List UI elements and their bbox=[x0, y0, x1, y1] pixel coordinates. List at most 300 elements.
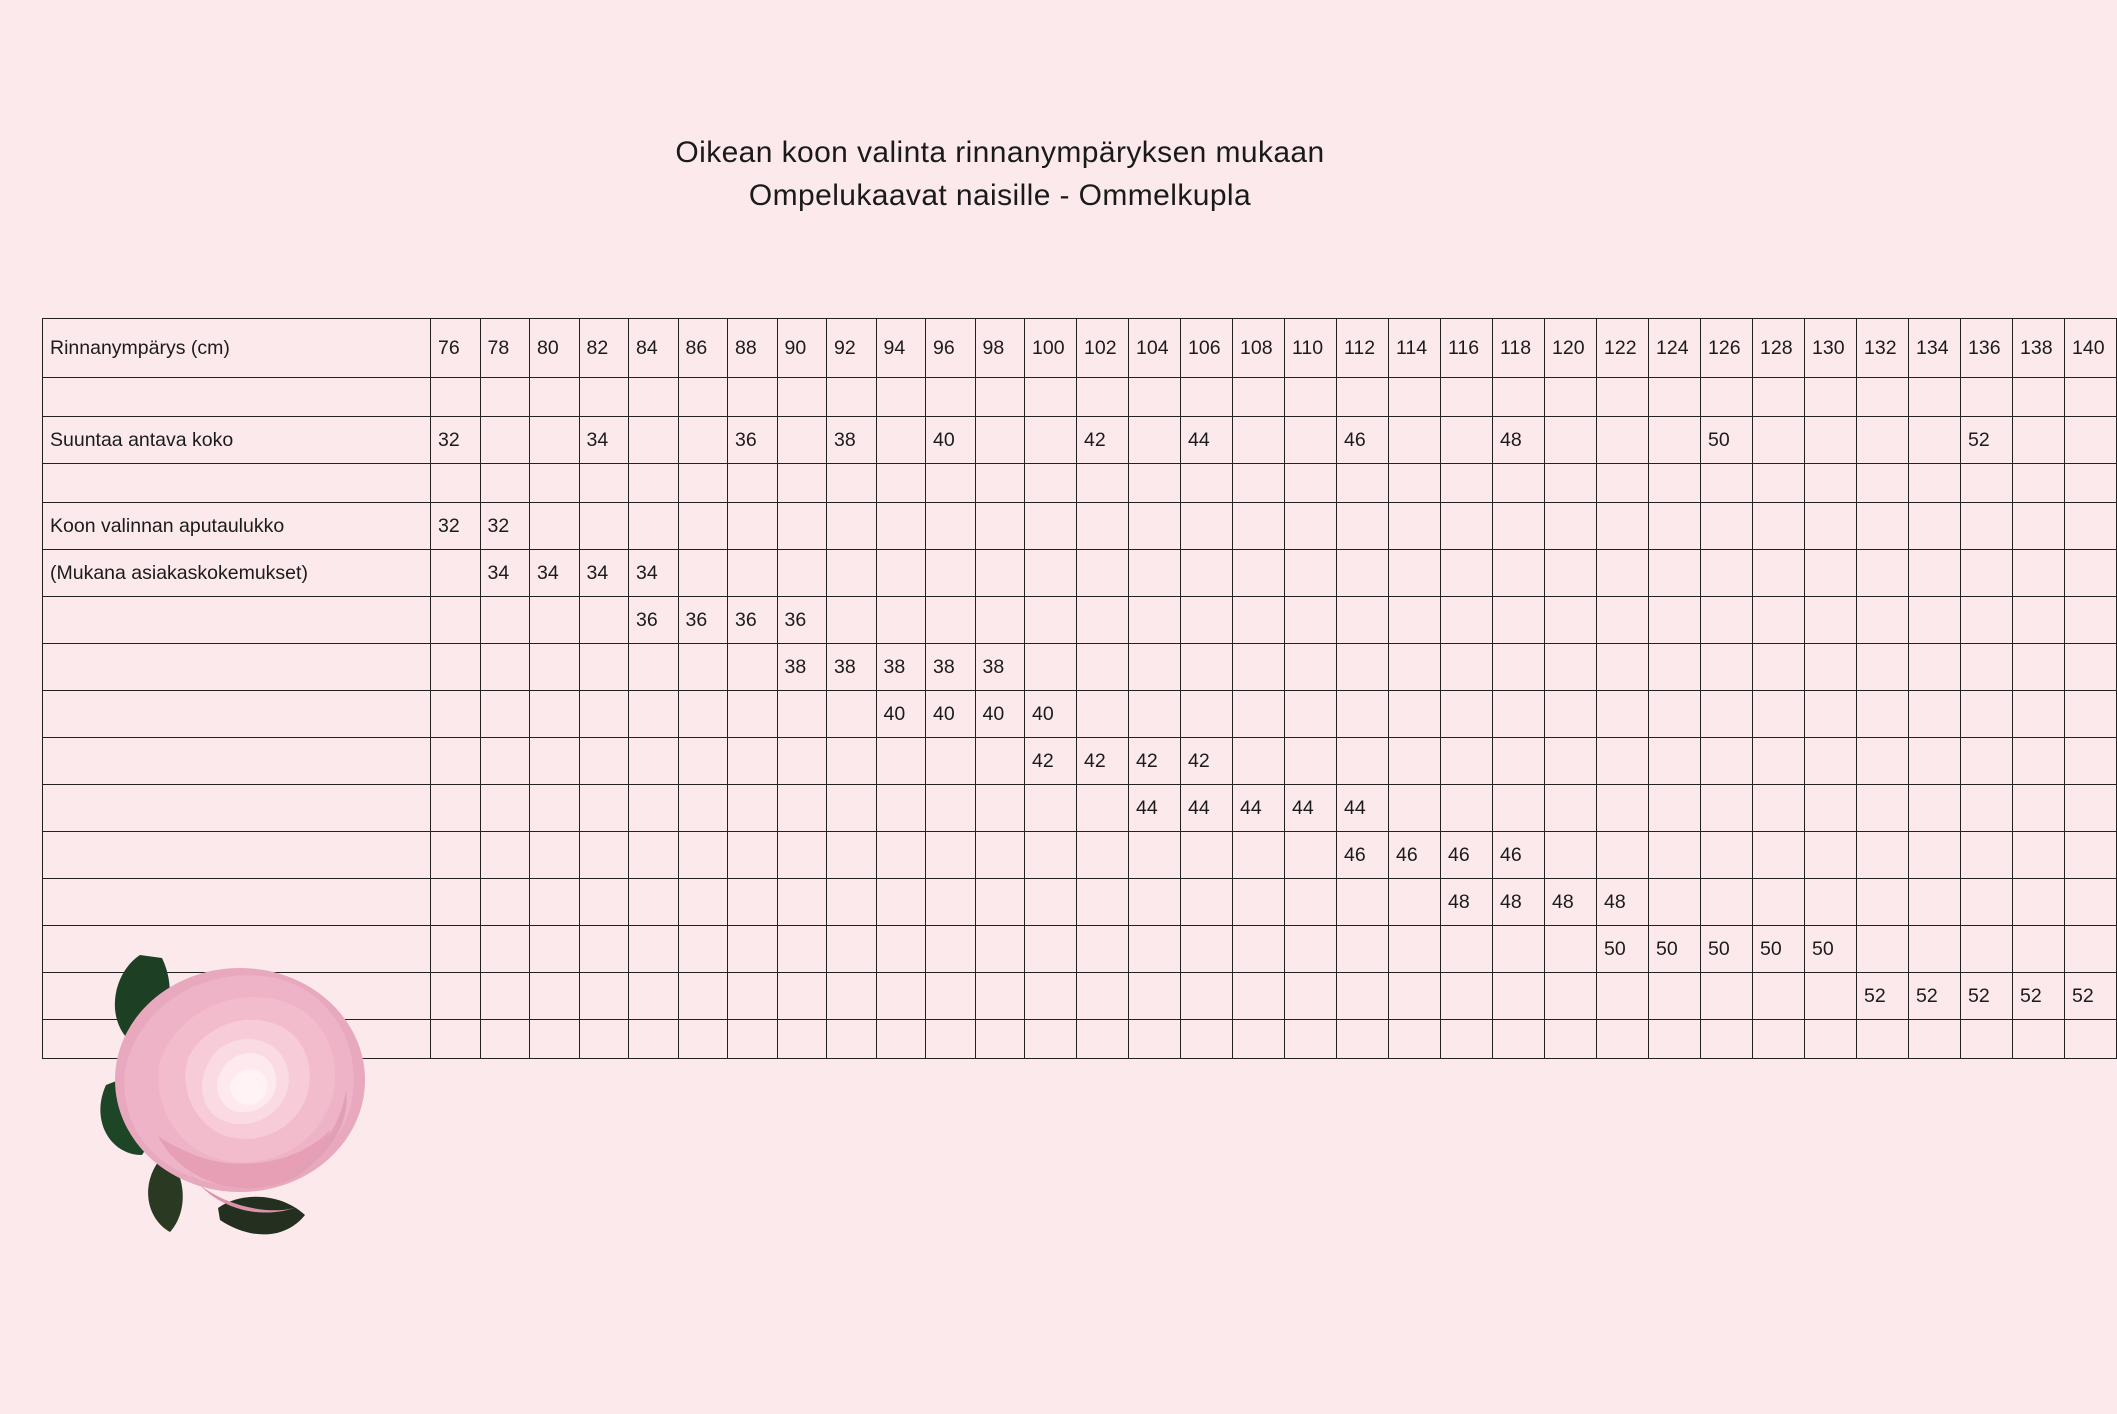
table-cell bbox=[1441, 785, 1493, 832]
table-cell bbox=[1701, 1020, 1753, 1059]
table-cell bbox=[530, 464, 580, 503]
table-cell bbox=[530, 738, 580, 785]
table-cell bbox=[777, 926, 827, 973]
table-cell bbox=[777, 550, 827, 597]
table-cell bbox=[1441, 464, 1493, 503]
table-cell bbox=[1753, 417, 1805, 464]
table-cell bbox=[530, 597, 580, 644]
table-cell bbox=[1285, 832, 1337, 879]
table-cell: 40 bbox=[876, 691, 926, 738]
table-cell bbox=[1961, 550, 2013, 597]
table-cell: 100 bbox=[1025, 319, 1077, 378]
table-cell bbox=[1181, 550, 1233, 597]
table-cell: 84 bbox=[629, 319, 679, 378]
table-cell bbox=[975, 785, 1025, 832]
table-row bbox=[43, 1020, 2117, 1059]
table-cell: 34 bbox=[480, 550, 530, 597]
row-label bbox=[43, 691, 431, 738]
table-cell bbox=[2013, 503, 2065, 550]
table-cell bbox=[975, 503, 1025, 550]
table-cell bbox=[1493, 926, 1545, 973]
table-cell bbox=[1961, 926, 2013, 973]
table-cell bbox=[827, 832, 877, 879]
row-label bbox=[43, 1020, 431, 1059]
table-cell: 36 bbox=[678, 597, 728, 644]
table-cell bbox=[1545, 785, 1597, 832]
table-cell bbox=[678, 1020, 728, 1059]
table-cell bbox=[1337, 550, 1389, 597]
table-cell bbox=[1961, 832, 2013, 879]
table-cell bbox=[579, 503, 629, 550]
table-cell bbox=[827, 597, 877, 644]
table-cell bbox=[975, 464, 1025, 503]
table-cell bbox=[629, 644, 679, 691]
table-cell bbox=[1077, 503, 1129, 550]
table-cell: 52 bbox=[1961, 417, 2013, 464]
table-cell bbox=[777, 973, 827, 1020]
table-cell bbox=[975, 417, 1025, 464]
table-cell bbox=[1129, 550, 1181, 597]
table-cell bbox=[1649, 973, 1701, 1020]
table-cell: 38 bbox=[975, 644, 1025, 691]
table-cell bbox=[1649, 597, 1701, 644]
table-cell bbox=[1441, 926, 1493, 973]
table-cell: 36 bbox=[629, 597, 679, 644]
table-cell bbox=[1649, 738, 1701, 785]
table-cell bbox=[1805, 464, 1857, 503]
table-cell: 132 bbox=[1857, 319, 1909, 378]
table-cell bbox=[1545, 738, 1597, 785]
size-chart-table bbox=[42, 318, 2117, 1059]
table-cell bbox=[1753, 879, 1805, 926]
table-cell bbox=[1909, 464, 1961, 503]
table-cell bbox=[777, 691, 827, 738]
table-cell bbox=[876, 597, 926, 644]
table-cell bbox=[1337, 926, 1389, 973]
table-cell bbox=[579, 597, 629, 644]
table-cell bbox=[480, 417, 530, 464]
table-cell bbox=[926, 550, 976, 597]
table-cell: 110 bbox=[1285, 319, 1337, 378]
table-cell bbox=[1389, 785, 1441, 832]
table-cell bbox=[1441, 644, 1493, 691]
table-cell bbox=[2065, 926, 2117, 973]
table-row bbox=[43, 550, 2117, 597]
table-cell bbox=[1077, 973, 1129, 1020]
table-cell: 96 bbox=[926, 319, 976, 378]
table-cell bbox=[2065, 1020, 2117, 1059]
table-cell bbox=[1389, 738, 1441, 785]
table-cell bbox=[1805, 503, 1857, 550]
table-cell bbox=[2013, 1020, 2065, 1059]
table-cell: 116 bbox=[1441, 319, 1493, 378]
table-cell: 52 bbox=[2065, 973, 2117, 1020]
table-cell: 104 bbox=[1129, 319, 1181, 378]
table-cell bbox=[678, 738, 728, 785]
table-cell: 88 bbox=[728, 319, 778, 378]
table-cell bbox=[1077, 597, 1129, 644]
table-cell bbox=[2013, 879, 2065, 926]
table-cell bbox=[1909, 738, 1961, 785]
table-cell bbox=[1129, 691, 1181, 738]
table-cell bbox=[480, 691, 530, 738]
table-cell bbox=[2013, 417, 2065, 464]
table-cell bbox=[678, 926, 728, 973]
table-cell: 44 bbox=[1129, 785, 1181, 832]
table-cell bbox=[1389, 691, 1441, 738]
table-cell bbox=[1025, 503, 1077, 550]
table-cell bbox=[2013, 597, 2065, 644]
table-cell bbox=[2065, 879, 2117, 926]
table-cell bbox=[1805, 879, 1857, 926]
table-cell bbox=[728, 1020, 778, 1059]
table-cell bbox=[530, 879, 580, 926]
table-cell: 134 bbox=[1909, 319, 1961, 378]
table-row bbox=[43, 597, 2117, 644]
table-cell bbox=[728, 926, 778, 973]
table-cell bbox=[431, 1020, 481, 1059]
table-cell: 36 bbox=[777, 597, 827, 644]
table-cell bbox=[431, 926, 481, 973]
table-cell bbox=[728, 550, 778, 597]
table-cell bbox=[579, 785, 629, 832]
table-cell bbox=[1389, 644, 1441, 691]
table-cell bbox=[579, 738, 629, 785]
table-cell bbox=[1545, 832, 1597, 879]
table-cell bbox=[1857, 597, 1909, 644]
table-cell bbox=[629, 464, 679, 503]
table-cell: 42 bbox=[1025, 738, 1077, 785]
table-cell bbox=[876, 464, 926, 503]
table-cell bbox=[2065, 464, 2117, 503]
table-cell bbox=[530, 973, 580, 1020]
table-cell bbox=[1857, 832, 1909, 879]
table-cell bbox=[1649, 417, 1701, 464]
table-cell bbox=[827, 550, 877, 597]
table-cell bbox=[2013, 832, 2065, 879]
table-cell bbox=[1129, 597, 1181, 644]
table-cell bbox=[1701, 691, 1753, 738]
table-cell bbox=[1909, 378, 1961, 417]
table-cell bbox=[1649, 832, 1701, 879]
table-cell bbox=[1961, 464, 2013, 503]
table-cell: 38 bbox=[827, 417, 877, 464]
table-cell bbox=[579, 464, 629, 503]
table-cell: 128 bbox=[1753, 319, 1805, 378]
table-cell: 86 bbox=[678, 319, 728, 378]
table-cell bbox=[1337, 597, 1389, 644]
table-cell bbox=[1077, 785, 1129, 832]
table-cell bbox=[1389, 417, 1441, 464]
table-cell bbox=[777, 417, 827, 464]
table-cell bbox=[1649, 1020, 1701, 1059]
table-cell: 38 bbox=[827, 644, 877, 691]
table-cell bbox=[1753, 644, 1805, 691]
table-cell bbox=[926, 926, 976, 973]
table-cell bbox=[1233, 738, 1285, 785]
table-cell bbox=[1233, 503, 1285, 550]
row-label: Koon valinnan aputaulukko bbox=[43, 503, 431, 550]
table-cell bbox=[1753, 785, 1805, 832]
table-cell bbox=[678, 464, 728, 503]
table-cell bbox=[678, 644, 728, 691]
table-cell: 32 bbox=[480, 503, 530, 550]
table-cell bbox=[629, 832, 679, 879]
table-cell bbox=[1857, 378, 1909, 417]
table-cell bbox=[1129, 503, 1181, 550]
table-cell bbox=[1701, 597, 1753, 644]
table-cell bbox=[1025, 644, 1077, 691]
table-cell bbox=[1129, 879, 1181, 926]
table-cell bbox=[827, 738, 877, 785]
table-cell bbox=[827, 691, 877, 738]
table-cell: 50 bbox=[1649, 926, 1701, 973]
size-chart-body bbox=[43, 319, 2117, 1059]
table-cell bbox=[1025, 879, 1077, 926]
table-cell bbox=[1701, 832, 1753, 879]
table-cell bbox=[1441, 503, 1493, 550]
table-cell bbox=[876, 378, 926, 417]
table-cell bbox=[1857, 785, 1909, 832]
table-cell bbox=[2065, 832, 2117, 879]
table-cell bbox=[1181, 832, 1233, 879]
table-cell bbox=[1077, 378, 1129, 417]
table-cell bbox=[431, 879, 481, 926]
table-cell bbox=[1493, 1020, 1545, 1059]
table-cell bbox=[1233, 644, 1285, 691]
table-cell bbox=[1285, 597, 1337, 644]
table-cell bbox=[1961, 503, 2013, 550]
table-cell bbox=[1233, 378, 1285, 417]
table-cell bbox=[1441, 1020, 1493, 1059]
table-cell: 32 bbox=[431, 417, 481, 464]
table-cell: 118 bbox=[1493, 319, 1545, 378]
table-cell bbox=[1285, 973, 1337, 1020]
table-cell bbox=[777, 1020, 827, 1059]
table-cell bbox=[1961, 691, 2013, 738]
table-cell bbox=[1389, 550, 1441, 597]
table-cell: 48 bbox=[1597, 879, 1649, 926]
table-cell bbox=[1337, 691, 1389, 738]
table-cell bbox=[975, 1020, 1025, 1059]
table-cell bbox=[1649, 503, 1701, 550]
table-cell bbox=[1233, 550, 1285, 597]
table-cell bbox=[728, 691, 778, 738]
table-cell bbox=[777, 464, 827, 503]
table-cell bbox=[926, 464, 976, 503]
table-cell bbox=[1337, 973, 1389, 1020]
table-cell bbox=[728, 503, 778, 550]
table-cell bbox=[1909, 926, 1961, 973]
table-cell bbox=[1753, 597, 1805, 644]
table-cell bbox=[1389, 879, 1441, 926]
table-cell bbox=[1233, 1020, 1285, 1059]
table-row bbox=[43, 879, 2117, 926]
table-cell bbox=[1129, 832, 1181, 879]
table-cell bbox=[1805, 973, 1857, 1020]
table-cell bbox=[1129, 464, 1181, 503]
table-cell bbox=[1961, 378, 2013, 417]
table-cell bbox=[1025, 785, 1077, 832]
table-cell bbox=[480, 464, 530, 503]
table-cell bbox=[1597, 738, 1649, 785]
table-cell bbox=[1337, 378, 1389, 417]
row-label bbox=[43, 785, 431, 832]
table-cell bbox=[1805, 1020, 1857, 1059]
table-cell bbox=[1441, 691, 1493, 738]
table-cell bbox=[1181, 691, 1233, 738]
table-cell bbox=[579, 691, 629, 738]
table-cell bbox=[1597, 644, 1649, 691]
table-cell bbox=[1181, 973, 1233, 1020]
table-cell bbox=[1181, 378, 1233, 417]
table-cell bbox=[1753, 973, 1805, 1020]
table-cell bbox=[1597, 785, 1649, 832]
table-cell bbox=[1285, 464, 1337, 503]
table-cell bbox=[1285, 691, 1337, 738]
table-cell bbox=[827, 464, 877, 503]
table-cell bbox=[728, 973, 778, 1020]
table-cell bbox=[579, 1020, 629, 1059]
table-cell: 32 bbox=[431, 503, 481, 550]
table-row bbox=[43, 973, 2117, 1020]
table-cell: 120 bbox=[1545, 319, 1597, 378]
table-cell bbox=[926, 597, 976, 644]
table-cell bbox=[2013, 738, 2065, 785]
table-cell bbox=[579, 644, 629, 691]
table-cell bbox=[1181, 879, 1233, 926]
table-cell bbox=[480, 926, 530, 973]
table-cell bbox=[1181, 1020, 1233, 1059]
table-cell bbox=[1077, 644, 1129, 691]
table-cell bbox=[1389, 973, 1441, 1020]
table-cell bbox=[2013, 691, 2065, 738]
table-cell: 36 bbox=[728, 597, 778, 644]
table-cell bbox=[1025, 1020, 1077, 1059]
table-cell bbox=[728, 832, 778, 879]
table-cell bbox=[1701, 464, 1753, 503]
table-cell: 82 bbox=[579, 319, 629, 378]
table-cell bbox=[1805, 550, 1857, 597]
table-cell bbox=[431, 832, 481, 879]
table-cell bbox=[926, 1020, 976, 1059]
table-cell bbox=[975, 597, 1025, 644]
page-title-line-2: Ompelukaavat naisille - Ommelkupla bbox=[748, 178, 1252, 212]
table-cell bbox=[480, 378, 530, 417]
table-cell: 98 bbox=[975, 319, 1025, 378]
table-cell bbox=[975, 550, 1025, 597]
table-cell bbox=[1909, 832, 1961, 879]
table-row bbox=[43, 691, 2117, 738]
table-cell bbox=[827, 1020, 877, 1059]
table-cell bbox=[629, 973, 679, 1020]
table-cell bbox=[926, 503, 976, 550]
table-cell bbox=[2013, 464, 2065, 503]
table-cell bbox=[480, 785, 530, 832]
table-cell bbox=[1909, 550, 1961, 597]
table-cell bbox=[1337, 1020, 1389, 1059]
table-cell bbox=[926, 973, 976, 1020]
table-cell bbox=[1493, 644, 1545, 691]
table-cell bbox=[1857, 550, 1909, 597]
table-cell bbox=[1493, 550, 1545, 597]
table-cell bbox=[629, 503, 679, 550]
table-cell: 46 bbox=[1337, 832, 1389, 879]
table-cell bbox=[2013, 644, 2065, 691]
table-cell: 46 bbox=[1441, 832, 1493, 879]
table-cell bbox=[678, 378, 728, 417]
table-cell: 38 bbox=[777, 644, 827, 691]
table-cell bbox=[1701, 738, 1753, 785]
table-cell bbox=[1753, 464, 1805, 503]
table-cell bbox=[1545, 597, 1597, 644]
table-cell: 34 bbox=[579, 550, 629, 597]
table-cell bbox=[1545, 464, 1597, 503]
table-row bbox=[43, 378, 2117, 417]
table-cell bbox=[2065, 550, 2117, 597]
table-cell: 42 bbox=[1077, 417, 1129, 464]
table-cell bbox=[1285, 378, 1337, 417]
table-cell: 112 bbox=[1337, 319, 1389, 378]
table-cell bbox=[1753, 832, 1805, 879]
table-cell bbox=[480, 738, 530, 785]
table-cell bbox=[777, 832, 827, 879]
row-label bbox=[43, 738, 431, 785]
table-cell: 136 bbox=[1961, 319, 2013, 378]
table-cell bbox=[1545, 503, 1597, 550]
table-cell bbox=[975, 832, 1025, 879]
table-cell bbox=[1389, 464, 1441, 503]
table-cell bbox=[1389, 503, 1441, 550]
table-cell bbox=[2065, 597, 2117, 644]
table-cell bbox=[1129, 644, 1181, 691]
table-cell bbox=[1129, 417, 1181, 464]
table-row bbox=[43, 832, 2117, 879]
table-cell: 108 bbox=[1233, 319, 1285, 378]
table-cell bbox=[1233, 879, 1285, 926]
table-cell bbox=[728, 464, 778, 503]
table-cell: 44 bbox=[1181, 417, 1233, 464]
table-cell bbox=[1649, 464, 1701, 503]
table-cell bbox=[579, 378, 629, 417]
table-cell bbox=[1961, 879, 2013, 926]
table-cell bbox=[2065, 644, 2117, 691]
table-cell bbox=[1233, 464, 1285, 503]
table-cell bbox=[480, 597, 530, 644]
table-cell bbox=[530, 417, 580, 464]
table-cell bbox=[728, 785, 778, 832]
table-cell: 50 bbox=[1805, 926, 1857, 973]
table-cell bbox=[1025, 832, 1077, 879]
table-cell bbox=[1597, 597, 1649, 644]
table-cell: 42 bbox=[1077, 738, 1129, 785]
table-cell bbox=[1909, 785, 1961, 832]
table-cell bbox=[2065, 378, 2117, 417]
row-label: (Mukana asiakaskokemukset) bbox=[43, 550, 431, 597]
table-cell bbox=[1545, 691, 1597, 738]
table-cell bbox=[2065, 785, 2117, 832]
table-cell bbox=[827, 503, 877, 550]
table-cell bbox=[629, 417, 679, 464]
table-cell bbox=[1753, 1020, 1805, 1059]
table-cell bbox=[480, 832, 530, 879]
table-cell bbox=[1649, 691, 1701, 738]
table-cell bbox=[1285, 879, 1337, 926]
table-cell bbox=[1285, 644, 1337, 691]
table-cell bbox=[579, 926, 629, 973]
table-cell bbox=[1597, 417, 1649, 464]
table-cell bbox=[1545, 378, 1597, 417]
